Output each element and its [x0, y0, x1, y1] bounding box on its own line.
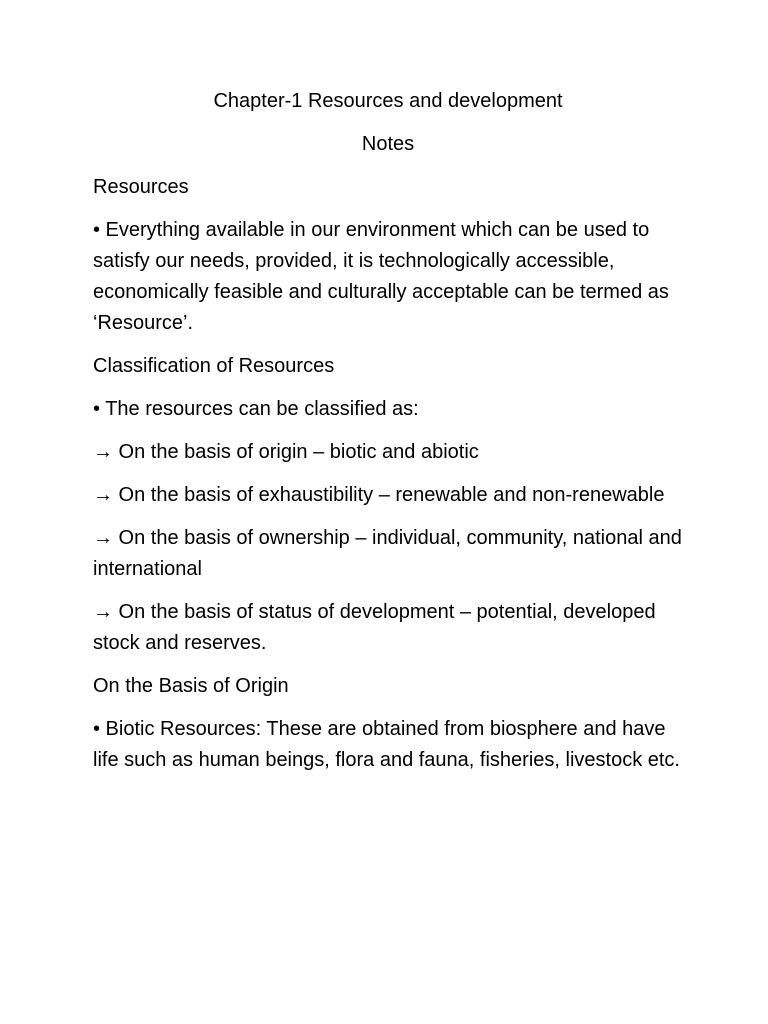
paragraph-classification-intro: • The resources can be classified as: — [93, 398, 419, 420]
list-item-exhaustibility: → On the basis of exhaustibility – renewable and non-renewable — [93, 484, 665, 506]
list-item-development: → On the basis of status of development – potential, developed stock and reserves. — [93, 601, 656, 654]
document-body — [93, 86, 683, 788]
section-heading-classification: Classification of Resources — [93, 355, 335, 377]
page-title: Chapter-1 Resources and development — [213, 90, 563, 112]
list-item-ownership: → On the basis of ownership – individual, community, national and international — [93, 527, 682, 580]
section-heading-origin: On the Basis of Origin — [93, 675, 289, 697]
list-item-origin: → On the basis of origin – biotic and abiotic — [93, 441, 479, 463]
paragraph-resource-definition: • Everything available in our environment which can be used to satisfy our needs, provided, it is technologically accessible, economically feasible and culturally acceptable can be termed as ‘Resource’. — [93, 219, 669, 334]
paragraph-biotic-resources: • Biotic Resources: These are obtained from biosphere and have life such as human beings, flora and fauna, fisheries, livestock etc. — [93, 718, 680, 771]
section-heading-resources: Resources — [93, 176, 189, 198]
page-subtitle: Notes — [361, 133, 415, 155]
